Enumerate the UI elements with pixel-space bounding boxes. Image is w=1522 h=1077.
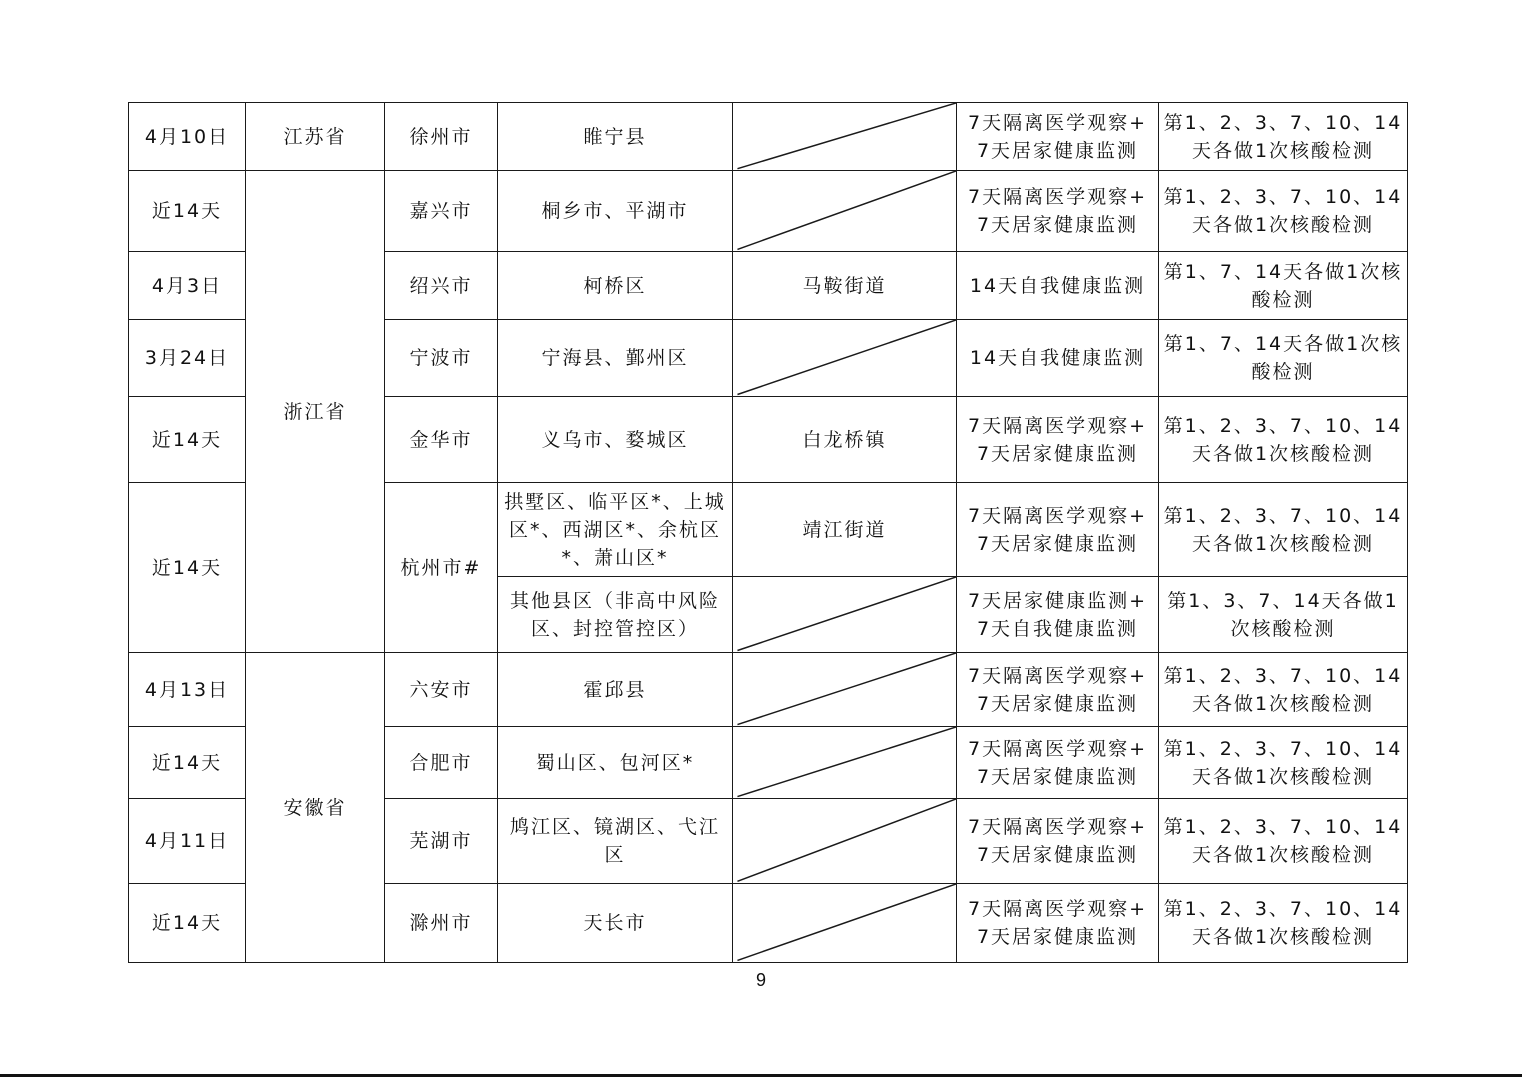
test-cell: 第1、2、3、7、10、14天各做1次核酸检测 (1159, 799, 1408, 884)
measure-cell: 7天隔离医学观察+7天居家健康监测 (957, 653, 1159, 727)
district-cell: 鸠江区、镜湖区、弋江区 (498, 799, 733, 884)
empty-slash-cell (733, 320, 957, 397)
district-cell: 睢宁县 (498, 103, 733, 171)
district-cell: 蜀山区、包河区* (498, 727, 733, 799)
date-cell: 4月13日 (129, 653, 246, 727)
street-cell: 白龙桥镇 (733, 397, 957, 483)
test-cell: 第1、2、3、7、10、14天各做1次核酸检测 (1159, 171, 1408, 252)
empty-slash-cell (733, 577, 957, 653)
empty-slash-cell (733, 103, 957, 171)
test-cell: 第1、7、14天各做1次核酸检测 (1159, 252, 1408, 320)
province-cell: 安徽省 (246, 653, 385, 963)
slash-line (737, 727, 956, 797)
city-cell: 绍兴市 (385, 252, 498, 320)
test-cell: 第1、3、7、14天各做1次核酸检测 (1159, 577, 1408, 653)
city-cell: 六安市 (385, 653, 498, 727)
date-cell: 近14天 (129, 483, 246, 653)
district-cell: 其他县区（非高中风险区、封控管控区） (498, 577, 733, 653)
district-cell: 拱墅区、临平区*、上城区*、西湖区*、余杭区*、萧山区* (498, 483, 733, 577)
diagonal-slash-icon (733, 799, 956, 883)
slash-line (737, 799, 956, 881)
empty-slash-cell (733, 171, 957, 252)
page-number: 9 (755, 970, 766, 990)
city-cell: 金华市 (385, 397, 498, 483)
table-row (129, 103, 1408, 171)
province-cell: 浙江省 (246, 171, 385, 653)
diagonal-slash-icon (733, 103, 956, 170)
measure-cell: 7天隔离医学观察+7天居家健康监测 (957, 103, 1159, 171)
measure-cell: 14天自我健康监测 (957, 320, 1159, 397)
city-cell: 嘉兴市 (385, 171, 498, 252)
street-cell: 马鞍街道 (733, 252, 957, 320)
city-cell: 杭州市# (385, 483, 498, 653)
table-row (129, 171, 1408, 252)
diagonal-slash-icon (733, 727, 956, 798)
empty-slash-cell (733, 727, 957, 799)
slash-line (737, 577, 956, 651)
date-cell: 4月3日 (129, 252, 246, 320)
diagonal-slash-icon (733, 884, 956, 962)
district-cell: 柯桥区 (498, 252, 733, 320)
risk-area-table (128, 102, 1408, 963)
district-cell: 桐乡市、平湖市 (498, 171, 733, 252)
date-cell: 3月24日 (129, 320, 246, 397)
city-cell: 芜湖市 (385, 799, 498, 884)
date-cell: 4月10日 (129, 103, 246, 171)
table-row (129, 653, 1408, 727)
measure-cell: 7天隔离医学观察+7天居家健康监测 (957, 171, 1159, 252)
test-cell: 第1、2、3、7、10、14天各做1次核酸检测 (1159, 483, 1408, 577)
city-cell: 徐州市 (385, 103, 498, 171)
measure-cell: 7天居家健康监测+7天自我健康监测 (957, 577, 1159, 653)
date-cell: 近14天 (129, 171, 246, 252)
empty-slash-cell (733, 653, 957, 727)
measure-cell: 7天隔离医学观察+7天居家健康监测 (957, 397, 1159, 483)
diagonal-slash-icon (733, 320, 956, 396)
city-cell: 滁州市 (385, 884, 498, 963)
test-cell: 第1、2、3、7、10、14天各做1次核酸检测 (1159, 653, 1408, 727)
date-cell: 4月11日 (129, 799, 246, 884)
street-cell: 靖江街道 (733, 483, 957, 577)
district-cell: 霍邱县 (498, 653, 733, 727)
diagonal-slash-icon (733, 577, 956, 652)
date-cell: 近14天 (129, 884, 246, 963)
date-cell: 近14天 (129, 727, 246, 799)
empty-slash-cell (733, 799, 957, 884)
measure-cell: 7天隔离医学观察+7天居家健康监测 (957, 483, 1159, 577)
province-cell: 江苏省 (246, 103, 385, 171)
slash-line (737, 103, 956, 169)
slash-line (737, 171, 956, 249)
district-cell: 义乌市、婺城区 (498, 397, 733, 483)
date-cell: 近14天 (129, 397, 246, 483)
empty-slash-cell (733, 884, 957, 963)
measure-cell: 7天隔离医学观察+7天居家健康监测 (957, 727, 1159, 799)
slash-line (737, 653, 956, 725)
measure-cell: 7天隔离医学观察+7天居家健康监测 (957, 884, 1159, 963)
district-cell: 宁海县、鄞州区 (498, 320, 733, 397)
test-cell: 第1、2、3、7、10、14天各做1次核酸检测 (1159, 103, 1408, 171)
city-cell: 宁波市 (385, 320, 498, 397)
district-cell: 天长市 (498, 884, 733, 963)
test-cell: 第1、7、14天各做1次核酸检测 (1159, 320, 1408, 397)
city-cell: 合肥市 (385, 727, 498, 799)
diagonal-slash-icon (733, 171, 956, 251)
test-cell: 第1、2、3、7、10、14天各做1次核酸检测 (1159, 727, 1408, 799)
diagonal-slash-icon (733, 653, 956, 726)
slash-line (737, 884, 956, 960)
slash-line (737, 320, 956, 394)
test-cell: 第1、2、3、7、10、14天各做1次核酸检测 (1159, 884, 1408, 963)
measure-cell: 14天自我健康监测 (957, 252, 1159, 320)
measure-cell: 7天隔离医学观察+7天居家健康监测 (957, 799, 1159, 884)
test-cell: 第1、2、3、7、10、14天各做1次核酸检测 (1159, 397, 1408, 483)
